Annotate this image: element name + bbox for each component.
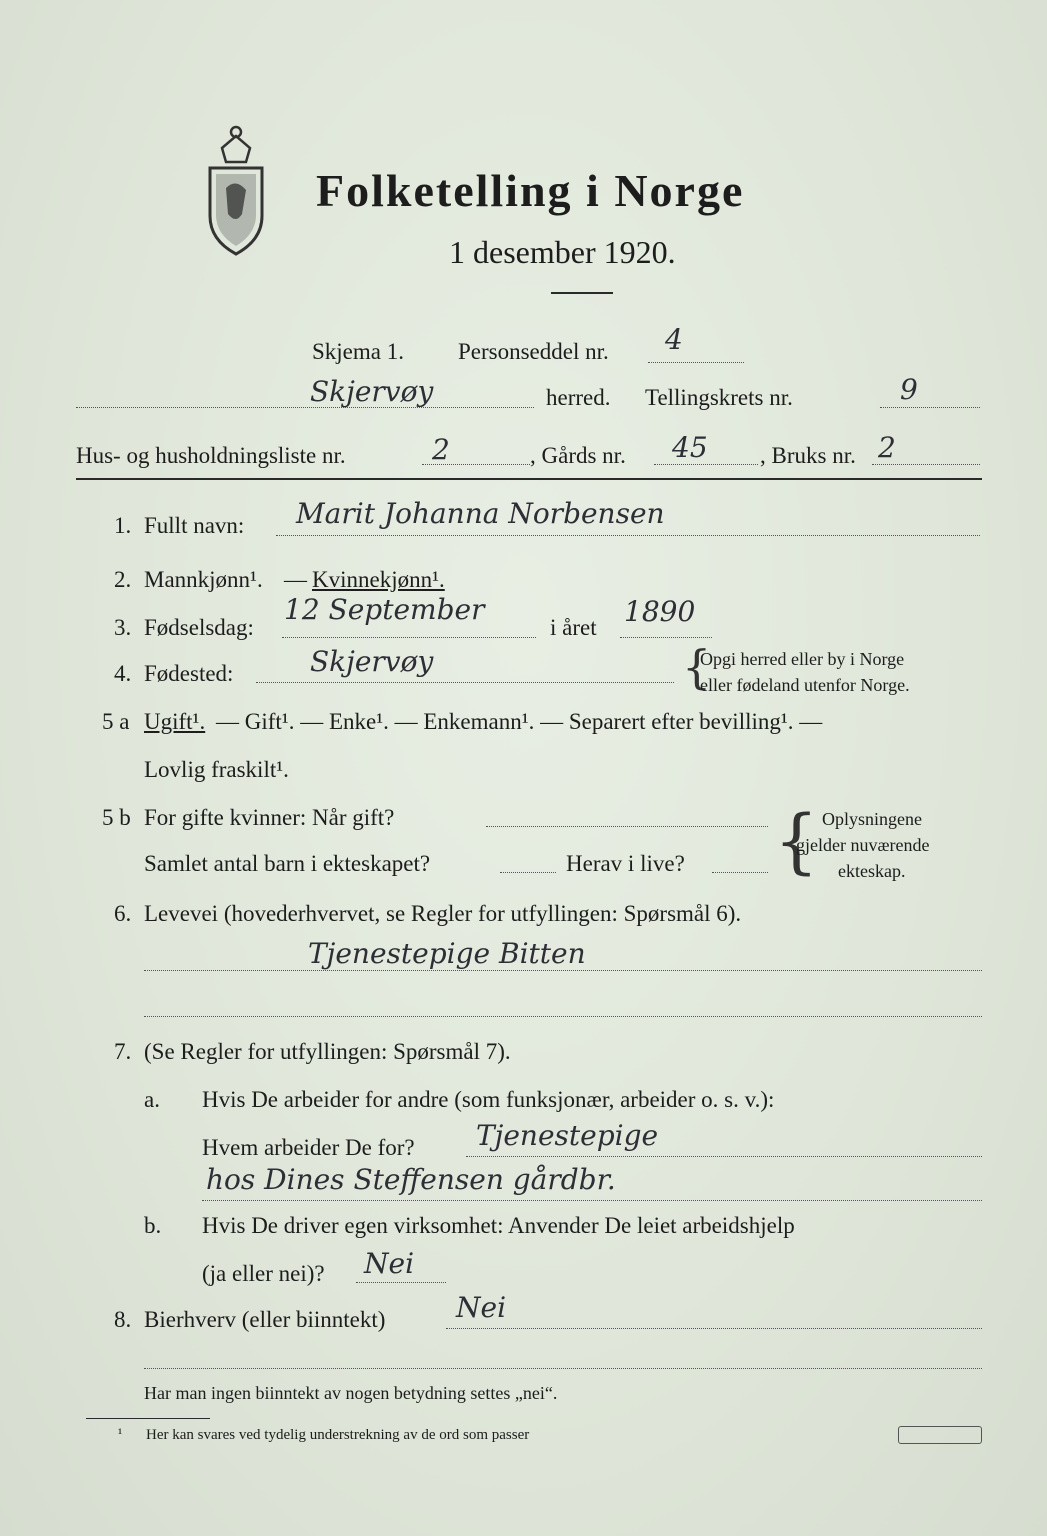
- header-rule: [76, 478, 982, 480]
- q3-year-line: [620, 637, 712, 638]
- footer-note: Har man ingen biinntekt av nogen betydning settes „nei“.: [144, 1383, 558, 1403]
- printer-stamp: [898, 1426, 982, 1444]
- q5b-number: 5 b: [102, 805, 131, 830]
- q3-number: 3.: [114, 615, 132, 640]
- tellingskrets-line: [880, 407, 980, 408]
- norway-coat-of-arms-icon: [192, 118, 280, 258]
- q8-value[interactable]: Nei: [456, 1291, 507, 1324]
- q7b-letter: b.: [144, 1213, 162, 1238]
- q7b-label: Hvis De driver egen virksomhet: Anvender De leiet arbeidshjelp: [202, 1213, 795, 1238]
- q1-line: [276, 535, 980, 536]
- q5b-brace: {: [774, 800, 819, 882]
- q5b-note3: ekteskap.: [838, 861, 906, 881]
- footnote-text: Her kan svares ved tydelig understrekning av de ord som passer: [146, 1427, 530, 1443]
- q3-year-value[interactable]: 1890: [624, 595, 696, 628]
- q5b-alive-line: [712, 872, 768, 873]
- q4-number: 4.: [114, 661, 132, 686]
- q4-brace: {: [682, 640, 712, 694]
- bruks-line: [872, 464, 980, 465]
- gards-value[interactable]: 45: [672, 431, 708, 464]
- q1-label: Fullt navn:: [144, 513, 245, 538]
- q5b-children-line: [500, 872, 556, 873]
- q7-number: 7.: [114, 1039, 132, 1064]
- q7-label: (Se Regler for utfyllingen: Spørsmål 7).: [144, 1039, 511, 1064]
- q5b-married-line: [486, 826, 768, 827]
- form-title: Folketelling i Norge: [316, 165, 745, 216]
- q7b-value[interactable]: Nei: [364, 1247, 415, 1280]
- q5b-label1: For gifte kvinner: Når gift?: [144, 805, 395, 830]
- herred-line: [76, 407, 534, 408]
- form-date: 1 desember 1920.: [449, 234, 676, 270]
- q7b-line: [356, 1282, 446, 1283]
- schema-label: Skjema 1.: [312, 339, 404, 364]
- q7a-letter: a.: [144, 1087, 160, 1112]
- q3-day-line: [282, 637, 536, 638]
- q2-male: Mannkjønn¹.: [144, 567, 263, 592]
- q4-value[interactable]: Skjervøy: [310, 645, 434, 678]
- herred-value[interactable]: Skjervøy: [310, 375, 434, 408]
- q5a-options: — Gift¹. — Enke¹. — Enkemann¹. — Separert efter bevilling¹. —: [216, 709, 823, 734]
- q4-line: [256, 682, 674, 683]
- q7a-value1[interactable]: Tjenestepige: [476, 1119, 659, 1152]
- q8-line1: [446, 1328, 982, 1329]
- q7a-line2: [202, 1200, 982, 1201]
- hus-value[interactable]: 2: [432, 433, 450, 466]
- q5a-number: 5 a: [102, 709, 130, 734]
- q7a-value2[interactable]: hos Dines Steffensen gårdbr.: [206, 1163, 616, 1196]
- q5a-ugift[interactable]: Ugift¹.: [144, 709, 206, 734]
- q4-note-line2: eller fødeland utenfor Norge.: [700, 675, 910, 695]
- q2-separator: —: [284, 567, 307, 592]
- footnote-rule: [86, 1418, 210, 1419]
- personseddel-line: [648, 362, 744, 363]
- q7b-question: (ja eller nei)?: [202, 1261, 325, 1286]
- q6-line1: [144, 970, 982, 971]
- herred-label: herred.: [546, 385, 611, 410]
- q6-number: 6.: [114, 901, 132, 926]
- q1-value[interactable]: Marit Johanna Norbensen: [296, 497, 665, 530]
- hus-label: Hus- og husholdningsliste nr.: [76, 443, 346, 468]
- q8-line2: [144, 1368, 982, 1369]
- q2-female[interactable]: Kvinnekjønn¹.: [312, 567, 445, 592]
- q8-number: 8.: [114, 1307, 132, 1332]
- tellingskrets-value[interactable]: 9: [900, 373, 918, 406]
- q6-label: Levevei (hovederhvervet, se Regler for utfyllingen: Spørsmål 6).: [144, 901, 742, 926]
- personseddel-label: Personseddel nr.: [458, 339, 609, 364]
- q5a-line2: Lovlig fraskilt¹.: [144, 757, 289, 782]
- q6-line2: [144, 1016, 982, 1017]
- title-divider: [551, 292, 613, 294]
- q7a-label: Hvis De arbeider for andre (som funksjonær, arbeider o. s. v.):: [202, 1087, 775, 1112]
- q5b-label2: Samlet antal barn i ekteskapet?: [144, 851, 431, 876]
- q5b-note1: Oplysningene: [822, 809, 922, 829]
- q6-value[interactable]: Tjenestepige Bitten: [308, 937, 586, 970]
- q5b-note2: gjelder nuværende: [796, 835, 930, 855]
- q1-number: 1.: [114, 513, 132, 538]
- q2-number: 2.: [114, 567, 132, 592]
- q8-label: Bierhverv (eller biinntekt): [144, 1307, 386, 1332]
- q3-year-label: i året: [550, 615, 597, 640]
- personseddel-value[interactable]: 4: [665, 323, 683, 356]
- gards-line: [654, 464, 758, 465]
- q3-day-value[interactable]: 12 September: [284, 593, 485, 626]
- q7a-line1: [466, 1156, 982, 1157]
- q3-label: Fødselsdag:: [144, 615, 254, 640]
- footnote-mark: ¹: [118, 1427, 123, 1442]
- gards-label: , Gårds nr.: [530, 443, 626, 468]
- q7a-question: Hvem arbeider De for?: [202, 1135, 415, 1160]
- tellingskrets-label: Tellingskrets nr.: [645, 385, 793, 410]
- bruks-value[interactable]: 2: [878, 431, 896, 464]
- q4-note-line1: Opgi herred eller by i Norge: [700, 649, 905, 669]
- bruks-label: , Bruks nr.: [760, 443, 856, 468]
- q5b-label3: Herav i live?: [566, 851, 685, 876]
- q4-label: Fødested:: [144, 661, 234, 686]
